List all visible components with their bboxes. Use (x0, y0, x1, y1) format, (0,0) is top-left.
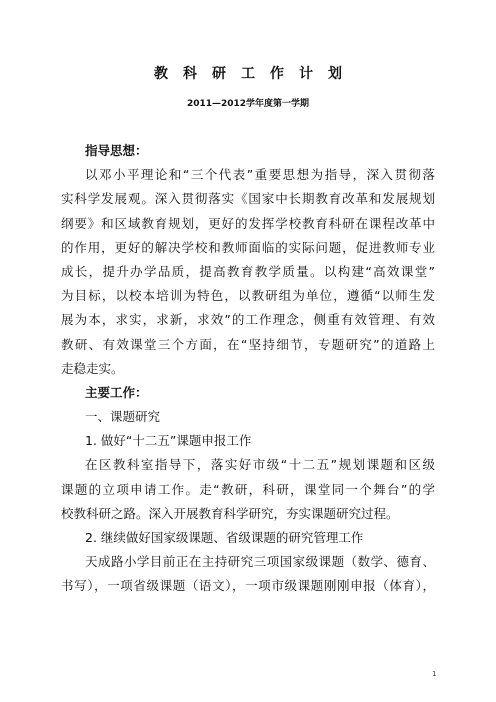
text-line: 教研、有效课堂三个方面，在“坚持细节，专题研究”的道路上 (61, 336, 435, 352)
text-line: 以邓小平理论和“三个代表”重要思想为指导，深入贯彻落 (85, 167, 435, 183)
document-body (61, 139, 435, 599)
text-line: 成长，提升办学品质，提高教育教学质量。以构建“高效课堂” (61, 263, 435, 279)
section-heading: 主要工作： (85, 384, 148, 400)
text-line: 的作用，更好的解决学校和教师面临的实际问题，促进教师专业 (61, 239, 435, 255)
text-line: 纲要》和区域教育规划，更好的发挥学校教育科研在课程改革中 (61, 215, 435, 231)
text-line: 在区教科室指导下，落实好市级“十二五”规划课题和区级 (85, 457, 435, 473)
text-line: 天成路小学目前正在主持研究三项国家级课题（数学、德育、 (85, 554, 435, 570)
text-line: 为目标，以校本培训为特色，以教研组为单位，遵循“以师生发 (61, 288, 435, 304)
text-line: 课题的立项申请工作。走“教研，科研，课堂同一个舞台”的学 (61, 481, 435, 497)
text-line: 校教科研之路。深入开展教育科学研究，夯实课题研究过程。 (61, 505, 399, 521)
text-line: 1. 做好“十二五”课题申报工作 (85, 433, 252, 449)
document-subtitle: 2011—2012学年度第一学期 (186, 99, 310, 109)
text-line: 展为本，求实，求新，求效”的工作理念，侧重有效管理、有效 (61, 312, 435, 328)
text-line: 实科学发展观。深入贯彻落实《国家中长期教育改革和发展规划 (61, 191, 435, 207)
document-title: 教科研工作计划 (154, 66, 357, 82)
text-line: 一、课题研究 (85, 409, 161, 425)
text-line: 走稳走实。 (61, 360, 124, 376)
section-heading: 指导思想： (85, 143, 148, 158)
page-number: 1 (432, 670, 437, 678)
text-line: 2. 继续做好国家级课题、省级课题的研究管理工作 (85, 530, 364, 545)
text-line: 书写），一项省级课题（语文），一项市级课题刚刚申报（体育）， (61, 578, 435, 594)
